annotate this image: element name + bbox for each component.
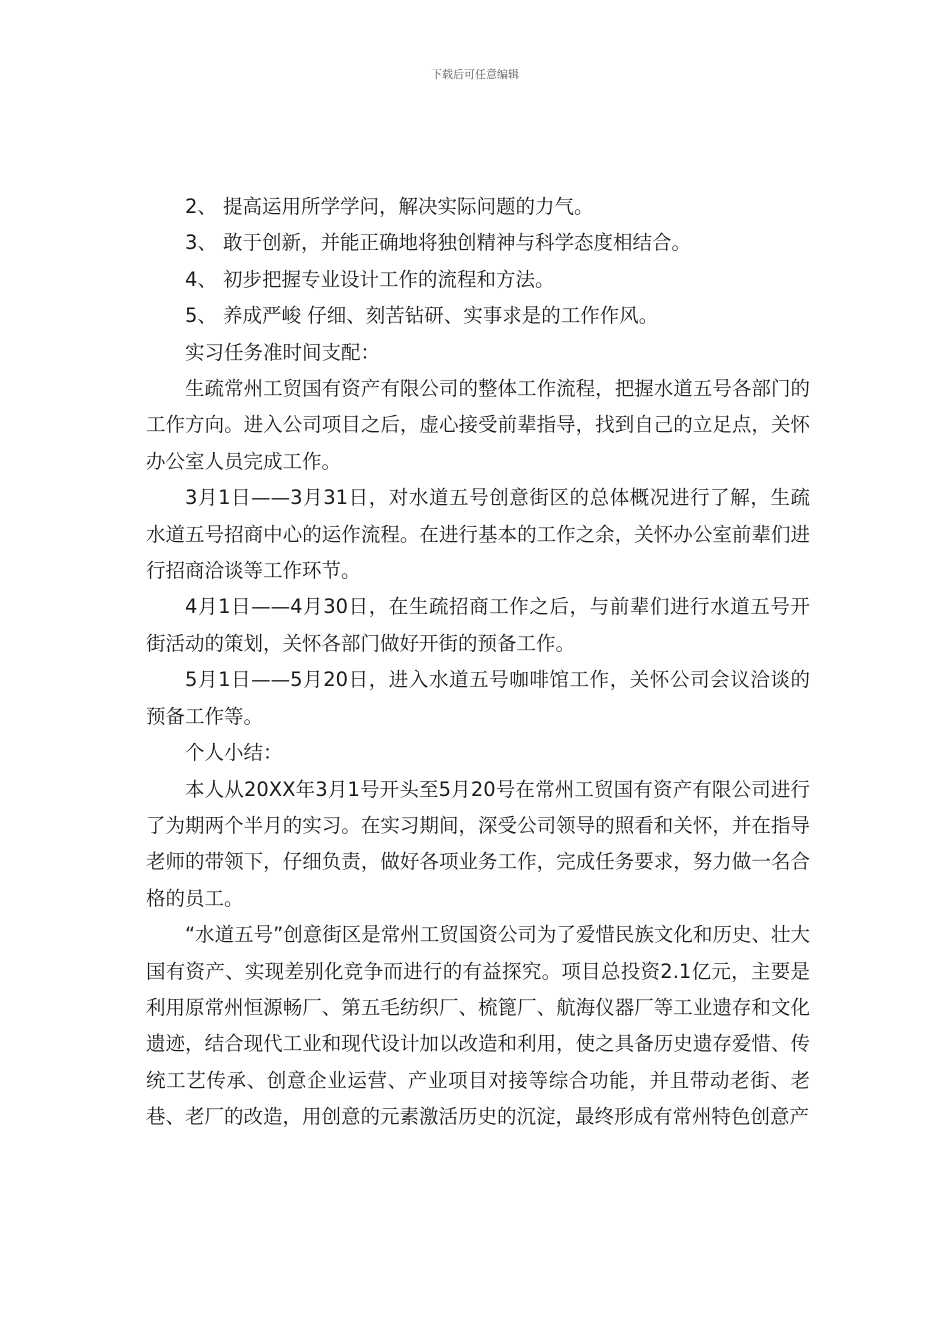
goal-item	[146, 262, 810, 298]
summary-heading: 个人小结：	[185, 741, 283, 765]
goal-text: 养成严峻 仔细、刻苦钻研、实事求是的工作作风。	[223, 304, 659, 328]
schedule-period-may: 5月1日——5月20日，进入水道五号咖啡馆工作，关怀公司会议洽谈的预备工作等。	[146, 668, 810, 728]
goal-number: 3、	[185, 231, 217, 255]
goal-text: 敢于创新，并能正确地将独创精神与科学态度相结合。	[223, 231, 692, 255]
schedule-period-march: 3月1日——3月31日，对水道五号创意街区的总体概况进行了解，生疏水道五号招商中心的运作流程。在进行基本的工作之余，关怀办公室前辈们进行招商洽谈等工作环节。	[146, 486, 810, 583]
header-note: 下载后可任意编辑	[431, 68, 519, 81]
goal-item	[146, 189, 810, 225]
goal-number: 2、	[185, 195, 217, 218]
schedule-heading: 实习任务准时间支配：	[185, 340, 381, 364]
goal-text: 初步把握专业设计工作的流程和方法。	[223, 267, 555, 291]
goal-number: 5、	[185, 304, 217, 328]
summary-paragraph: “水道五号”创意街区是常州工贸国资公司为了爱惜民族文化和历史、壮大国有资产、实现差别化竞争而进行的有益探究。项目总投资2.1亿元，主要是利用原常州恒源畅厂、第五毛纺织厂、梳篦厂、航海仪器厂等工业遗存和文化遗迹，结合现代工业和现代设计加以改造和利用，使之具备历史遗存爱惜、传统工艺传承、创意企业运营、产业项目对接等综合功能，并且带动老街、老巷、老厂的改造，用创意的元素激活历史的沉淀，最终形成有常州特色创意产	[146, 923, 810, 1129]
schedule-period-april: 4月1日——4月30日，在生疏招商工作之后，与前辈们进行水道五号开街活动的策划，关怀各部门做好开街的预备工作。	[146, 595, 810, 655]
goal-number: 4、	[185, 267, 217, 291]
goal-item	[146, 225, 810, 261]
summary-paragraph: 本人从20XX年3月1号开头至5月20号在常州工贸国有资产有限公司进行了为期两个半月的实习。在实习期间，深受公司领导的照看和关怀，并在指导老师的带领下，仔细负责，做好各项业务工作，完成任务要求，努力做一名合格的员工。	[146, 777, 810, 910]
goal-item	[146, 298, 810, 334]
schedule-intro: 生疏常州工贸国有资产有限公司的整体工作流程，把握水道五号各部门的工作方向。进入公司项目之后，虚心接受前辈指导，找到自己的立足点，关怀办公室人员完成工作。	[146, 377, 810, 473]
document-body	[146, 189, 810, 1136]
goal-text: 提高运用所学学问，解决实际问题的力气。	[223, 195, 594, 218]
